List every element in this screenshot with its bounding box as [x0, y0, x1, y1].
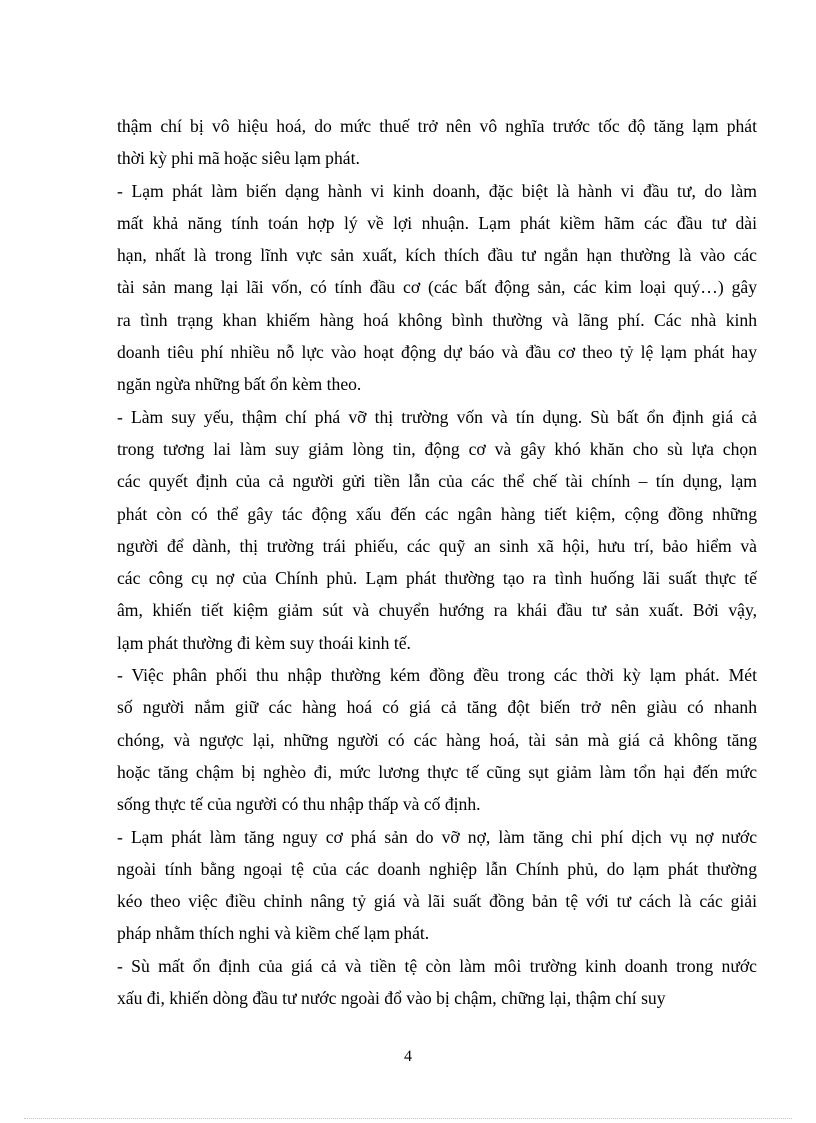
text-line: xấu đi, khiến dòng đầu tư nước ngoài đổ vào bị chậm, chững lại, thậm chí suy: [117, 988, 666, 1009]
body-text: [117, 110, 757, 1014]
text-line: thậm chí bị vô hiệu hoá, do mức thuế trở nên vô nghĩa trước tốc độ tăng lạm phát: [117, 116, 757, 136]
text-line: - Lạm phát làm tăng nguy cơ phá sản do vỡ nợ, làm tăng chi phí dịch vụ nợ nước: [117, 826, 757, 847]
text-line: pháp nhằm thích nghi và kiềm chế lạm phát.: [117, 923, 430, 944]
text-line: phát còn có thể gây tác động xấu đến các ngân hàng tiết kiệm, cộng đồng những: [117, 503, 757, 524]
text-line: doanh tiêu phí nhiều nỗ lực vào hoạt động dự báo và đầu cơ theo tỷ lệ lạm phát hay: [117, 342, 757, 363]
text-line: âm, khiến tiết kiệm giảm sút và chuyển hướng ra khái đầu tư sản xuất. Bởi vậy,: [117, 600, 757, 621]
text-line: - Việc phân phối thu nhập thường kém đồng đều trong các thời kỳ lạm phát. Mét: [117, 665, 757, 686]
text-line: thời kỳ phi mã hoặc siêu lạm phát.: [117, 148, 360, 169]
text-line: tài sản mang lại lãi vốn, có tính đầu cơ (các bất động sản, các kim loại quý…) gây: [117, 277, 757, 298]
text-line: ra tình trạng khan khiếm hàng hoá không bình thường và lãng phí. Các nhà kinh: [117, 309, 757, 330]
text-line: hạn, nhất là trong lĩnh vực sản xuất, kích thích đầu tư ngắn hạn thường là vào các: [117, 245, 757, 266]
page-number: 4: [404, 1048, 412, 1065]
text-line: sống thực tế của người có thu nhập thấp và cố định.: [117, 794, 481, 815]
text-line: lạm phát thường đi kèm suy thoái kinh tế.: [117, 632, 411, 653]
text-line: số người nắm giữ các hàng hoá có giá cả tăng đột biến trở nên giàu có nhanh: [117, 697, 757, 718]
page-bottom-border: [24, 1118, 792, 1119]
text-line: chóng, và ngược lại, những người có các hàng hoá, tài sản mà giá cả không tăng: [117, 729, 757, 750]
text-line: mất khả năng tính toán hợp lý về lợi nhuận. Lạm phát kiềm hãm các đầu tư dài: [117, 212, 757, 233]
text-line: ngoài tính bằng ngoại tệ của các doanh nghiệp lẫn Chính phủ, do lạm phát thường: [117, 858, 757, 879]
text-line: kéo theo việc điều chỉnh nâng tỷ giá và lãi suất đồng bản tệ với tư cách là các giải: [117, 891, 757, 912]
text-line: ngăn ngừa những bất ổn kèm theo.: [117, 374, 362, 395]
text-line: hoặc tăng chậm bị nghèo đi, mức lương thực tế cũng sụt giảm làm tổn hại đến mức: [117, 761, 757, 782]
text-line: các công cụ nợ của Chính phủ. Lạm phát thường tạo ra tình huống lãi suất thực tế: [117, 568, 757, 589]
text-line: các quyết định của cả người gửi tiền lẫn của các thể chế tài chính – tín dụng, lạm: [117, 471, 757, 492]
text-line: trong tương lai làm suy giảm lòng tin, động cơ và gây khó khăn cho sù lựa chọn: [117, 438, 757, 459]
text-line: người để dành, thị trường trái phiếu, các quỹ an sinh xã hội, hưu trí, bảo hiểm và: [117, 535, 757, 556]
text-line: - Lạm phát làm biến dạng hành vi kinh doanh, đặc biệt là hành vi đầu tư, do làm: [117, 180, 757, 201]
text-line: - Sù mất ổn định của giá cả và tiền tệ còn làm môi trường kinh doanh trong nước: [117, 955, 757, 976]
text-line: - Làm suy yếu, thậm chí phá vỡ thị trường vốn và tín dụng. Sù bất ổn định giá cả: [117, 406, 757, 427]
